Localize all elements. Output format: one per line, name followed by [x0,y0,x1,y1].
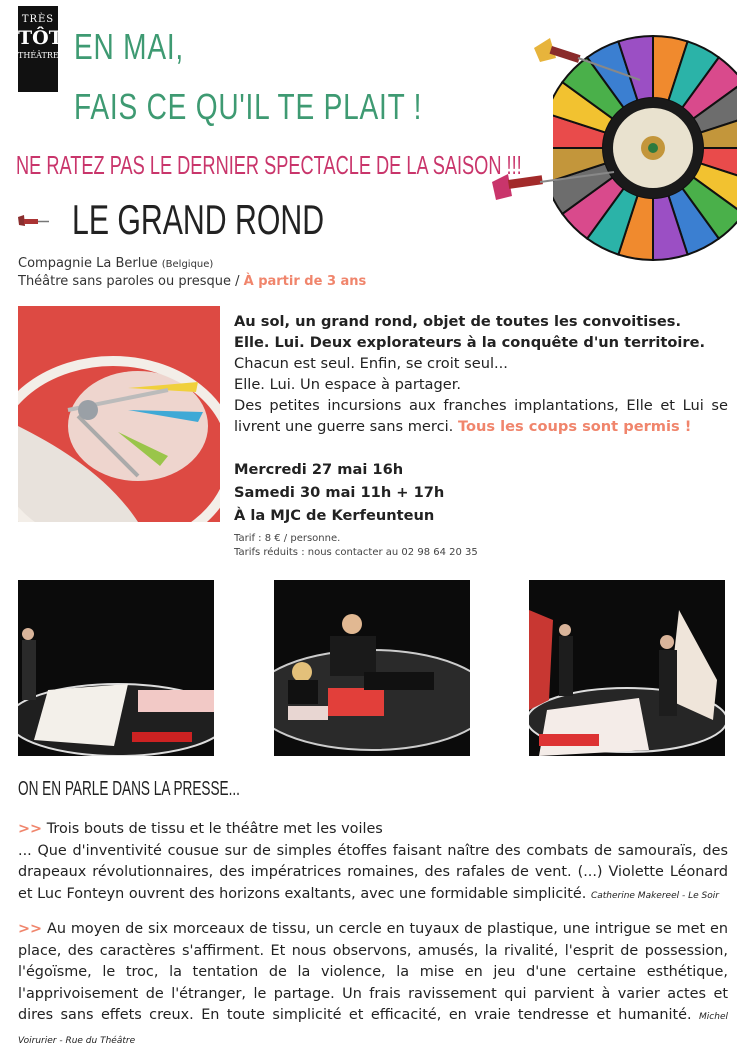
description-line-3: Chacun est seul. Enfin, se croit seul... [234,355,508,372]
stage-photo-3 [529,580,725,756]
company-line [18,256,213,271]
quote-source-1: Catherine Makereel - Le Soir [590,890,719,901]
description-line-4: Elle. Lui. Un espace à partager. [234,376,462,393]
description-bold-1: Au sol, un grand rond, objet de toutes les convoitises. [234,313,682,330]
price-line: Tarif : 8 € / personne. [234,533,341,544]
press-quote-2 [18,919,728,1052]
show-main-photo [18,306,220,522]
show-description [234,311,728,437]
tagline-line1: EN MAI, [74,26,184,67]
description-line-5: Des petites incursions aux franches implantations, Elle et Lui se livrent une guerre sans merci. [234,397,728,435]
dart-top-icon [528,28,648,88]
age-recommendation: À partir de 3 ans [243,274,367,289]
pricing [234,532,478,560]
description-highlight: Tous les coups sont permis ! [457,418,692,435]
show-title: LE GRAND ROND [72,196,325,243]
quote-body-1: ... Que d'inventivité cousue sur de simples étoffes faisant naître des combats de samouraïs, des drapeaux révolutionnaires, des impératrices romaines, des rafales de vent. (...) Violette Léonard et Luc Fonteyn ouvrent des horizons exaltants, avec une formidable simplicité. [18,842,728,902]
venue: À la MJC de Kerfeunteun [234,507,435,524]
show-dates [234,458,444,527]
show-subtitle [18,274,366,289]
company-name: Compagnie La Berlue [18,256,158,271]
stage-photo-1 [18,580,214,756]
tagline-line2: FAIS CE QU'IL TE PLAIT ! [74,86,423,127]
press-section-title: ON EN PARLE DANS LA PRESSE... [18,778,240,800]
theatre-logo [18,6,63,92]
announcement-banner: NE RATEZ PAS LE DERNIER SPECTACLE DE LA SAISON !!! [16,150,522,180]
date-saturday: Samedi 30 mai 11h + 17h [234,484,445,501]
quote-arrow-1: >> [18,821,43,837]
reduced-price-line: Tarifs réduits : nous contacter au 02 98 64 20 35 [234,547,478,558]
dartboard-bull-center [648,143,658,153]
date-wednesday: Mercredi 27 mai 16h [234,461,404,478]
logo-line2: TÔT [18,27,63,49]
logo-line1: TRÈS [21,14,55,25]
dart-bullet-icon [16,213,50,229]
company-country: (Belgique) [161,259,214,270]
press-quote-1 [18,819,728,907]
quote-source-2: Michel Voirurier - Rue du Théâtre [18,1012,728,1046]
quote-arrow-2: >> [18,921,43,937]
stage-photo-2 [274,580,470,756]
genre-text: Théâtre sans paroles ou presque / [18,274,244,289]
quote-headline-1: Trois bouts de tissu et le théâtre met les voiles [42,821,383,837]
description-bold-2: Elle. Lui. Deux explorateurs à la conquête d'un territoire. [234,334,706,351]
logo-line3: THÉÂTRE [18,51,59,60]
quote-body-2: Au moyen de six morceaux de tissu, un cercle en tuyaux de plastique, une intrigue se met en place, des caractères s'affirment. Et nous observons, amusés, la rivalité, l'esprit de possession, l'égoïsme, le troc, la tentation de la violence, la mise en jeu d'une certaine esthétique, l'apprivoisement de l'étranger, le partage. Un frais ravissement qui parvient à varier actes et dires sans effets creux. En toute simplicité et efficacité, en vraie tendresse et humanité. [18,921,728,1023]
